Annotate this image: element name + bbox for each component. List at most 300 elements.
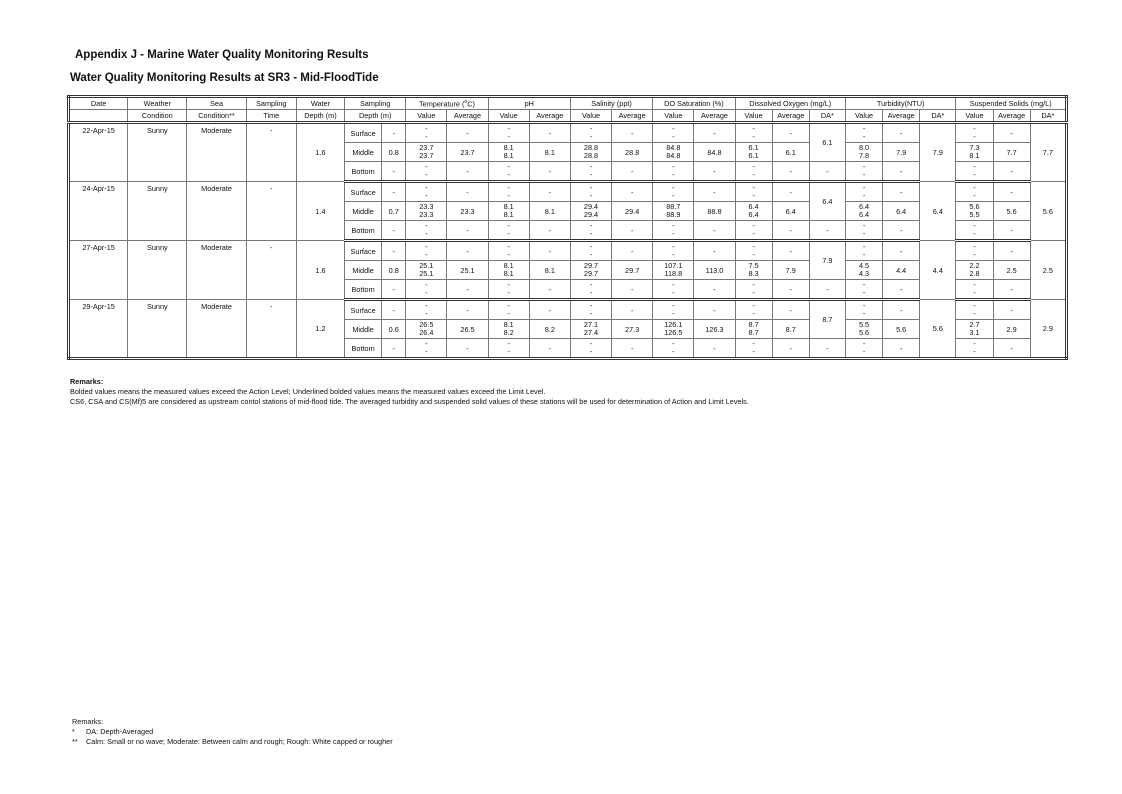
dissolved-oxygen-value-cell-reading: 8.7 <box>748 328 759 337</box>
sea-condition-cell: Moderate <box>187 300 246 359</box>
sampling-time-cell: - <box>246 182 296 241</box>
ph-value-cell-reading: 8.1 <box>503 151 514 160</box>
do-saturation-value-cell <box>653 241 694 261</box>
dissolved-oxygen-value-cell-reading: 7.5 <box>748 261 759 270</box>
do-saturation-value-cell <box>653 182 694 202</box>
ph-value-cell-reading: 8.1 <box>503 269 514 278</box>
turbidity-value-cell-reading: 4.3 <box>858 269 870 278</box>
suspended-solids-value-cell <box>956 143 993 162</box>
suspended-solids-average-cell: 7.7 <box>993 143 1030 162</box>
footnote-text: Calm: Small or no wave; Moderate: Between calm and rough; Rough: White capped or rougher <box>86 737 393 746</box>
header-suspended-solids: Suspended Solids (mg/L) <box>956 97 1067 110</box>
dissolved-oxygen-value-cell-reading: - <box>752 162 755 171</box>
do-saturation-value-cell-reading: - <box>672 229 675 238</box>
salinity-average-cell: 27.3 <box>612 320 653 339</box>
header-average: Average <box>612 110 653 123</box>
do-saturation-value-cell-reading: 107.1 <box>664 261 683 270</box>
salinity-value-cell <box>570 162 611 182</box>
dissolved-oxygen-average-cell: - <box>772 339 809 359</box>
sampling-depth-cell: - <box>382 182 406 202</box>
salinity-average-cell: 29.7 <box>612 261 653 280</box>
sea-condition-cell: Moderate <box>187 241 246 300</box>
turbidity-value-cell-reading: - <box>862 124 866 133</box>
remarks-line: Bolded values means the measured values exceed the Action Level; Underlined bolded values means the measured values exceed the Limit Level. <box>70 387 546 396</box>
header-da: DA* <box>1030 110 1066 123</box>
salinity-value-cell-reading: - <box>589 250 593 259</box>
salinity-average-cell: - <box>612 241 653 261</box>
do-saturation-value-cell <box>653 162 694 182</box>
remarks-line: CS6, CSA and CS(Mf)5 are considered as upstream contol stations of mid-flood tide. The averaged turbidity and suspended solid values of these stations will be used for determination of Action and Limit Levels. <box>70 397 749 406</box>
sampling-level-cell: Surface <box>345 182 382 202</box>
temperature-value-cell-reading: - <box>425 229 428 238</box>
temperature-value-cell <box>406 221 447 241</box>
do-saturation-average-cell: - <box>694 123 735 143</box>
dissolved-oxygen-value-cell <box>735 261 772 280</box>
turbidity-da-cell: 5.6 <box>920 300 956 359</box>
salinity-value-cell <box>570 123 611 143</box>
suspended-solids-value-cell-reading: 2.8 <box>969 269 980 278</box>
turbidity-average-cell: 4.4 <box>883 261 920 280</box>
suspended-solids-value-cell-reading: - <box>973 250 976 259</box>
suspended-solids-value-cell <box>956 182 993 202</box>
dissolved-oxygen-value-cell <box>735 320 772 339</box>
suspended-solids-average-cell: - <box>993 300 1030 320</box>
salinity-average-cell: - <box>612 162 653 182</box>
suspended-solids-value-cell-reading: 8.1 <box>969 151 980 160</box>
header-temperature: Temperature ($^o$C) <box>406 97 488 110</box>
salinity-average-cell: - <box>612 123 653 143</box>
temperature-value-cell-reading: - <box>425 301 428 310</box>
header-water-depth: Water <box>296 97 344 110</box>
temperature-value-cell-reading: - <box>425 221 428 230</box>
salinity-value-cell <box>570 339 611 359</box>
do-saturation-value-cell <box>653 300 694 320</box>
sampling-depth-cell: 0.7 <box>382 202 406 221</box>
header-average: Average <box>694 110 735 123</box>
temperature-value-cell-reading: 26.4 <box>419 328 434 337</box>
dissolved-oxygen-value-cell-reading: - <box>752 183 755 192</box>
suspended-solids-value-cell-reading: - <box>973 170 976 179</box>
header-value: Value <box>956 110 993 123</box>
header-average: Average <box>447 110 488 123</box>
do-saturation-value-cell-reading: 88.7 <box>666 202 681 211</box>
do-saturation-value-cell <box>653 280 694 300</box>
salinity-value-cell-reading: - <box>589 301 593 310</box>
ph-value-cell <box>488 320 529 339</box>
header-sampling-time-2: Time <box>246 110 296 123</box>
suspended-solids-value-cell-reading: 7.3 <box>969 143 980 152</box>
sampling-depth-cell: - <box>382 162 406 182</box>
turbidity-value-cell-reading: - <box>862 347 866 356</box>
turbidity-average-cell: - <box>883 182 920 202</box>
sampling-depth-cell: - <box>382 123 406 143</box>
turbidity-average-cell: - <box>883 221 920 241</box>
turbidity-value-cell-reading: - <box>862 229 866 238</box>
footnote-mark: ** <box>72 737 78 746</box>
temperature-value-cell-reading: - <box>425 191 428 200</box>
header-sea-2: Condition** <box>187 110 246 123</box>
do-saturation-average-cell: - <box>694 241 735 261</box>
dissolved-oxygen-value-cell-reading: 8.7 <box>748 320 759 329</box>
footnote-text: DA: Depth-Averaged <box>86 727 154 736</box>
sea-condition-cell: Moderate <box>187 123 246 182</box>
ph-value-cell-reading: - <box>507 170 510 179</box>
turbidity-value-cell <box>845 162 882 182</box>
header-average: Average <box>883 110 920 123</box>
do-saturation-value-cell <box>653 339 694 359</box>
temperature-average-cell: 26.5 <box>447 320 488 339</box>
do-saturation-value-cell <box>653 261 694 280</box>
ph-value-cell <box>488 182 529 202</box>
ph-value-cell <box>488 162 529 182</box>
salinity-value-cell-reading: 28.8 <box>583 143 599 152</box>
header-row-1 <box>69 97 1067 110</box>
temperature-value-cell-reading: 23.3 <box>419 210 434 219</box>
do-saturation-value-cell-reading: 126.1 <box>664 320 683 329</box>
salinity-value-cell <box>570 143 611 162</box>
dissolved-oxygen-average-cell: - <box>772 182 809 202</box>
header-average: Average <box>529 110 570 123</box>
turbidity-average-cell: - <box>883 123 920 143</box>
do-saturation-value-cell-reading: 84.8 <box>666 151 681 160</box>
turbidity-value-cell <box>845 261 882 280</box>
salinity-value-cell-reading: - <box>589 132 593 141</box>
sampling-depth-cell: 0.8 <box>382 261 406 280</box>
dissolved-oxygen-value-cell <box>735 143 772 162</box>
sampling-depth-cell: 0.8 <box>382 143 406 162</box>
temperature-average-cell: - <box>447 339 488 359</box>
ph-value-cell <box>488 339 529 359</box>
footnotes-title: Remarks: <box>72 717 104 726</box>
turbidity-value-cell <box>845 241 882 261</box>
salinity-value-cell-reading: - <box>589 124 593 133</box>
ph-value-cell-reading: 8.2 <box>503 328 514 337</box>
dissolved-oxygen-value-cell-reading: - <box>752 229 755 238</box>
ph-value-cell-reading: - <box>507 347 510 356</box>
sampling-level-cell: Bottom <box>345 162 382 182</box>
dissolved-oxygen-da-bottom-cell: - <box>809 162 845 182</box>
suspended-solids-average-cell: - <box>993 280 1030 300</box>
ph-value-cell-reading: - <box>507 221 510 230</box>
temperature-value-cell-reading: 26.5 <box>419 320 434 329</box>
temperature-value-cell-reading: - <box>425 309 428 318</box>
sea-condition-cell: Moderate <box>187 182 246 241</box>
suspended-solids-da-cell: 2.9 <box>1030 300 1066 359</box>
ph-value-cell-reading: - <box>507 288 510 297</box>
do-saturation-value-cell-reading: - <box>672 132 675 141</box>
suspended-solids-value-cell-reading: - <box>973 132 976 141</box>
turbidity-value-cell-reading: - <box>862 250 866 259</box>
do-saturation-value-cell-reading: - <box>672 288 675 297</box>
salinity-value-cell <box>570 261 611 280</box>
do-saturation-value-cell <box>653 320 694 339</box>
dissolved-oxygen-value-cell <box>735 221 772 241</box>
suspended-solids-average-cell: 5.6 <box>993 202 1030 221</box>
dissolved-oxygen-value-cell <box>735 280 772 300</box>
dissolved-oxygen-value-cell-reading: - <box>752 250 755 259</box>
suspended-solids-da-cell: 7.7 <box>1030 123 1066 182</box>
temperature-average-cell: 25.1 <box>447 261 488 280</box>
ph-average-cell: - <box>529 280 570 300</box>
header-value: Value <box>488 110 529 123</box>
dissolved-oxygen-da-cell: 6.4 <box>809 182 845 221</box>
salinity-value-cell <box>570 221 611 241</box>
table-container <box>67 95 1068 360</box>
header-value: Value <box>653 110 694 123</box>
turbidity-value-cell-reading: - <box>862 183 866 192</box>
dissolved-oxygen-value-cell-reading: - <box>752 309 755 318</box>
salinity-value-cell-reading: 29.4 <box>583 202 599 211</box>
dissolved-oxygen-value-cell-reading: - <box>752 288 755 297</box>
table-row <box>69 241 1067 261</box>
ph-value-cell-reading: - <box>507 339 510 348</box>
do-saturation-value-cell-reading: - <box>672 221 675 230</box>
suspended-solids-value-cell-reading: - <box>973 288 976 297</box>
ph-value-cell-reading: 8.1 <box>503 202 514 211</box>
suspended-solids-average-cell: - <box>993 241 1030 261</box>
do-saturation-average-cell: - <box>694 162 735 182</box>
suspended-solids-value-cell <box>956 202 993 221</box>
header-value: Value <box>735 110 772 123</box>
suspended-solids-value-cell-reading: - <box>973 191 976 200</box>
header-dissolved-oxygen: Dissolved Oxygen (mg/L) <box>735 97 845 110</box>
weather-cell: Sunny <box>128 123 187 182</box>
suspended-solids-average-cell: - <box>993 182 1030 202</box>
dissolved-oxygen-average-cell: - <box>772 241 809 261</box>
table-row <box>69 300 1067 320</box>
do-saturation-average-cell: - <box>694 300 735 320</box>
turbidity-value-cell <box>845 123 882 143</box>
suspended-solids-value-cell-reading: 2.2 <box>969 261 980 270</box>
header-ph: pH <box>488 97 570 110</box>
turbidity-value-cell <box>845 339 882 359</box>
weather-cell: Sunny <box>128 182 187 241</box>
salinity-value-cell-reading: - <box>589 242 593 251</box>
salinity-average-cell: - <box>612 280 653 300</box>
dissolved-oxygen-value-cell-reading: - <box>752 191 755 200</box>
temperature-value-cell-reading: - <box>425 288 428 297</box>
ph-value-cell <box>488 300 529 320</box>
header-weather-2: Condition <box>128 110 187 123</box>
suspended-solids-value-cell-reading: - <box>973 309 976 318</box>
ph-value-cell-reading: - <box>507 162 510 171</box>
header-sea: Sea <box>187 97 246 110</box>
header-value: Value <box>406 110 447 123</box>
suspended-solids-value-cell <box>956 221 993 241</box>
temperature-average-cell: - <box>447 300 488 320</box>
do-saturation-value-cell-reading: - <box>672 242 675 251</box>
ph-average-cell: - <box>529 123 570 143</box>
salinity-value-cell-reading: - <box>589 288 593 297</box>
suspended-solids-average-cell: - <box>993 339 1030 359</box>
turbidity-value-cell <box>845 221 882 241</box>
suspended-solids-value-cell-reading: 5.5 <box>969 210 980 219</box>
dissolved-oxygen-da-bottom-cell: - <box>809 339 845 359</box>
dissolved-oxygen-da-bottom-cell: - <box>809 280 845 300</box>
salinity-value-cell-reading: 28.8 <box>583 151 599 160</box>
turbidity-value-cell-reading: 4.5 <box>858 261 870 270</box>
suspended-solids-value-cell-reading: - <box>973 229 976 238</box>
dissolved-oxygen-value-cell-reading: - <box>752 242 755 251</box>
weather-cell: Sunny <box>128 300 187 359</box>
turbidity-value-cell-reading: - <box>862 339 866 348</box>
turbidity-average-cell: - <box>883 241 920 261</box>
salinity-value-cell <box>570 300 611 320</box>
suspended-solids-average-cell: 2.5 <box>993 261 1030 280</box>
footnote-mark: * <box>72 727 75 736</box>
ph-average-cell: 8.1 <box>529 202 570 221</box>
ph-value-cell <box>488 221 529 241</box>
turbidity-value-cell-reading: 6.4 <box>858 210 870 219</box>
dissolved-oxygen-value-cell <box>735 123 772 143</box>
header-sampling-depth-2: Depth (m) <box>345 110 406 123</box>
dissolved-oxygen-value-cell-reading: - <box>752 347 755 356</box>
header-weather: Weather <box>128 97 187 110</box>
suspended-solids-value-cell <box>956 123 993 143</box>
salinity-value-cell-reading: - <box>589 183 593 192</box>
suspended-solids-value-cell <box>956 162 993 182</box>
turbidity-value-cell-reading: 7.8 <box>858 151 870 160</box>
table-title: Water Quality Monitoring Results at SR3 - Mid-FloodTide <box>70 72 379 84</box>
ph-value-cell-reading: - <box>507 124 510 133</box>
do-saturation-value-cell-reading: - <box>672 280 675 289</box>
suspended-solids-value-cell <box>956 241 993 261</box>
temperature-value-cell-reading: - <box>425 162 428 171</box>
suspended-solids-value-cell-reading: 2.7 <box>969 320 980 329</box>
turbidity-da-cell: 4.4 <box>920 241 956 300</box>
dissolved-oxygen-average-cell: 6.4 <box>772 202 809 221</box>
salinity-value-cell <box>570 280 611 300</box>
footnotes-section <box>72 717 393 747</box>
turbidity-value-cell-reading: - <box>862 162 866 171</box>
temperature-value-cell <box>406 280 447 300</box>
date-cell: 22-Apr-15 <box>69 123 128 182</box>
sampling-level-cell: Middle <box>345 202 382 221</box>
dissolved-oxygen-value-cell-reading: - <box>752 339 755 348</box>
temperature-value-cell <box>406 300 447 320</box>
salinity-value-cell-reading: - <box>589 170 593 179</box>
suspended-solids-average-cell: - <box>993 221 1030 241</box>
ph-value-cell <box>488 202 529 221</box>
do-saturation-value-cell-reading: - <box>672 347 675 356</box>
dissolved-oxygen-value-cell-reading: 6.4 <box>748 210 759 219</box>
sampling-time-cell: - <box>246 123 296 182</box>
dissolved-oxygen-value-cell-reading: - <box>752 124 755 133</box>
turbidity-value-cell-reading: 5.5 <box>858 320 870 329</box>
temperature-value-cell <box>406 143 447 162</box>
temperature-value-cell-reading: - <box>425 242 428 251</box>
ph-value-cell-reading: 8.1 <box>503 261 514 270</box>
ph-value-cell-reading: - <box>507 301 510 310</box>
dissolved-oxygen-average-cell: - <box>772 300 809 320</box>
remarks-section <box>70 377 749 407</box>
turbidity-value-cell-reading: - <box>862 132 866 141</box>
do-saturation-value-cell-reading: - <box>672 191 675 200</box>
salinity-average-cell: - <box>612 300 653 320</box>
sampling-time-cell: - <box>246 300 296 359</box>
ph-average-cell: - <box>529 339 570 359</box>
do-saturation-value-cell-reading: - <box>672 250 675 259</box>
dissolved-oxygen-value-cell <box>735 339 772 359</box>
ph-average-cell: 8.1 <box>529 261 570 280</box>
header-value: Value <box>570 110 611 123</box>
salinity-average-cell: 29.4 <box>612 202 653 221</box>
turbidity-value-cell <box>845 300 882 320</box>
turbidity-average-cell: - <box>883 300 920 320</box>
do-saturation-value-cell-reading: - <box>672 162 675 171</box>
suspended-solids-value-cell-reading: - <box>973 124 976 133</box>
do-saturation-average-cell: - <box>694 221 735 241</box>
sampling-depth-cell: - <box>382 241 406 261</box>
turbidity-average-cell: 6.4 <box>883 202 920 221</box>
dissolved-oxygen-value-cell-reading: 8.3 <box>748 269 759 278</box>
do-saturation-value-cell-reading: - <box>672 124 675 133</box>
header-turbidity: Turbidity(NTU) <box>845 97 955 110</box>
header-da: DA* <box>809 110 845 123</box>
turbidity-value-cell-reading: - <box>862 309 866 318</box>
salinity-value-cell-reading: - <box>589 339 593 348</box>
temperature-value-cell-reading: - <box>425 250 428 259</box>
water-depth-cell: 1.4 <box>296 182 344 241</box>
water-depth-cell: 1.6 <box>296 241 344 300</box>
ph-value-cell-reading: - <box>507 229 510 238</box>
remarks-title: Remarks: <box>70 377 104 386</box>
header-sampling-depth: Sampling <box>345 97 406 110</box>
temperature-value-cell-reading: - <box>425 347 428 356</box>
temperature-average-cell: 23.3 <box>447 202 488 221</box>
do-saturation-value-cell <box>653 143 694 162</box>
temperature-average-cell: - <box>447 123 488 143</box>
table-row <box>69 182 1067 202</box>
turbidity-value-cell-reading: - <box>862 280 866 289</box>
do-saturation-value-cell-reading: - <box>672 183 675 192</box>
header-do-saturation: DO Saturation (%) <box>653 97 735 110</box>
dissolved-oxygen-da-cell: 8.7 <box>809 300 845 339</box>
sampling-depth-cell: 0.6 <box>382 320 406 339</box>
dissolved-oxygen-value-cell-reading: - <box>752 221 755 230</box>
salinity-value-cell-reading: - <box>589 347 593 356</box>
dissolved-oxygen-value-cell-reading: - <box>752 280 755 289</box>
dissolved-oxygen-value-cell <box>735 182 772 202</box>
sampling-level-cell: Surface <box>345 241 382 261</box>
dissolved-oxygen-average-cell: - <box>772 123 809 143</box>
do-saturation-value-cell-reading: 84.8 <box>666 143 681 152</box>
salinity-value-cell <box>570 241 611 261</box>
suspended-solids-value-cell-reading: - <box>973 183 976 192</box>
do-saturation-value-cell-reading: - <box>672 170 675 179</box>
suspended-solids-value-cell <box>956 261 993 280</box>
do-saturation-average-cell: 88.8 <box>694 202 735 221</box>
sampling-level-cell: Bottom <box>345 280 382 300</box>
ph-value-cell <box>488 143 529 162</box>
date-cell: 24-Apr-15 <box>69 182 128 241</box>
ph-average-cell: - <box>529 300 570 320</box>
footnote-item <box>72 727 393 737</box>
ph-value-cell-reading: - <box>507 309 510 318</box>
suspended-solids-value-cell-reading: - <box>973 162 976 171</box>
dissolved-oxygen-value-cell-reading: - <box>752 132 755 141</box>
water-depth-cell: 1.6 <box>296 123 344 182</box>
ph-value-cell <box>488 241 529 261</box>
header-water-depth-2: Depth (m) <box>296 110 344 123</box>
header-date: Date <box>69 97 128 110</box>
salinity-value-cell-reading: 29.7 <box>583 261 599 270</box>
ph-value-cell-reading: - <box>507 183 510 192</box>
temperature-average-cell: - <box>447 162 488 182</box>
do-saturation-value-cell <box>653 202 694 221</box>
turbidity-value-cell <box>845 320 882 339</box>
turbidity-value-cell <box>845 143 882 162</box>
